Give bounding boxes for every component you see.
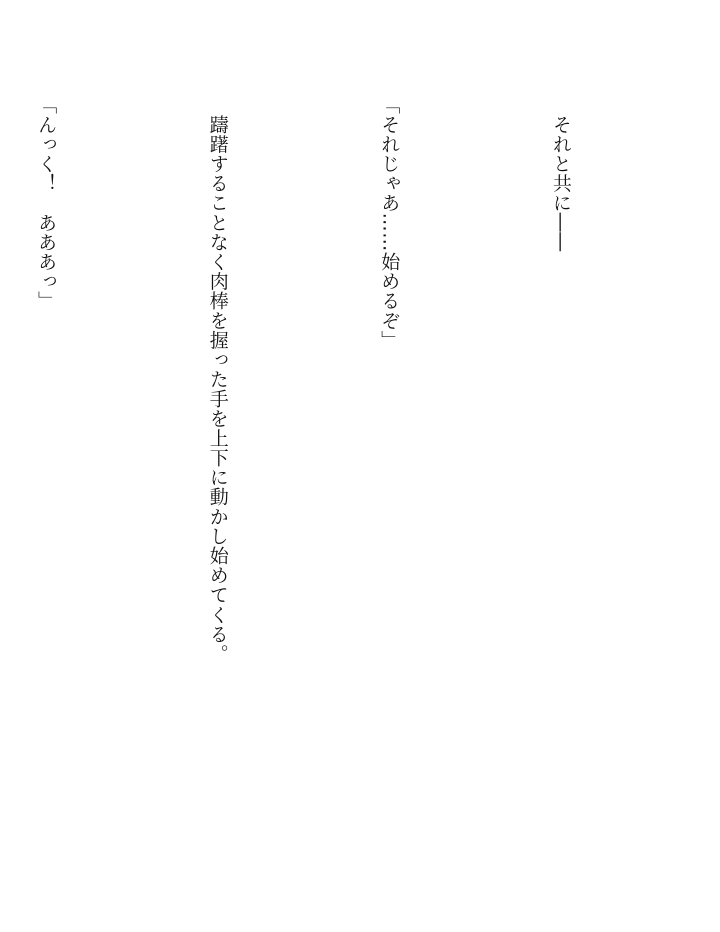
paragraph: それと共に―― (549, 95, 572, 252)
blank-line (460, 95, 489, 855)
paragraph: 「んっく！ あああっ」 (35, 95, 58, 311)
blank-line (117, 95, 146, 855)
paragraph: 「それじゃあ……始めるぞ」 (378, 95, 401, 350)
paragraph: 躊躇することなく肉棒を握った手を上下に動かし始めてくる。 (206, 95, 229, 664)
blank-line (289, 95, 318, 855)
vertical-text-body (0, 95, 632, 855)
